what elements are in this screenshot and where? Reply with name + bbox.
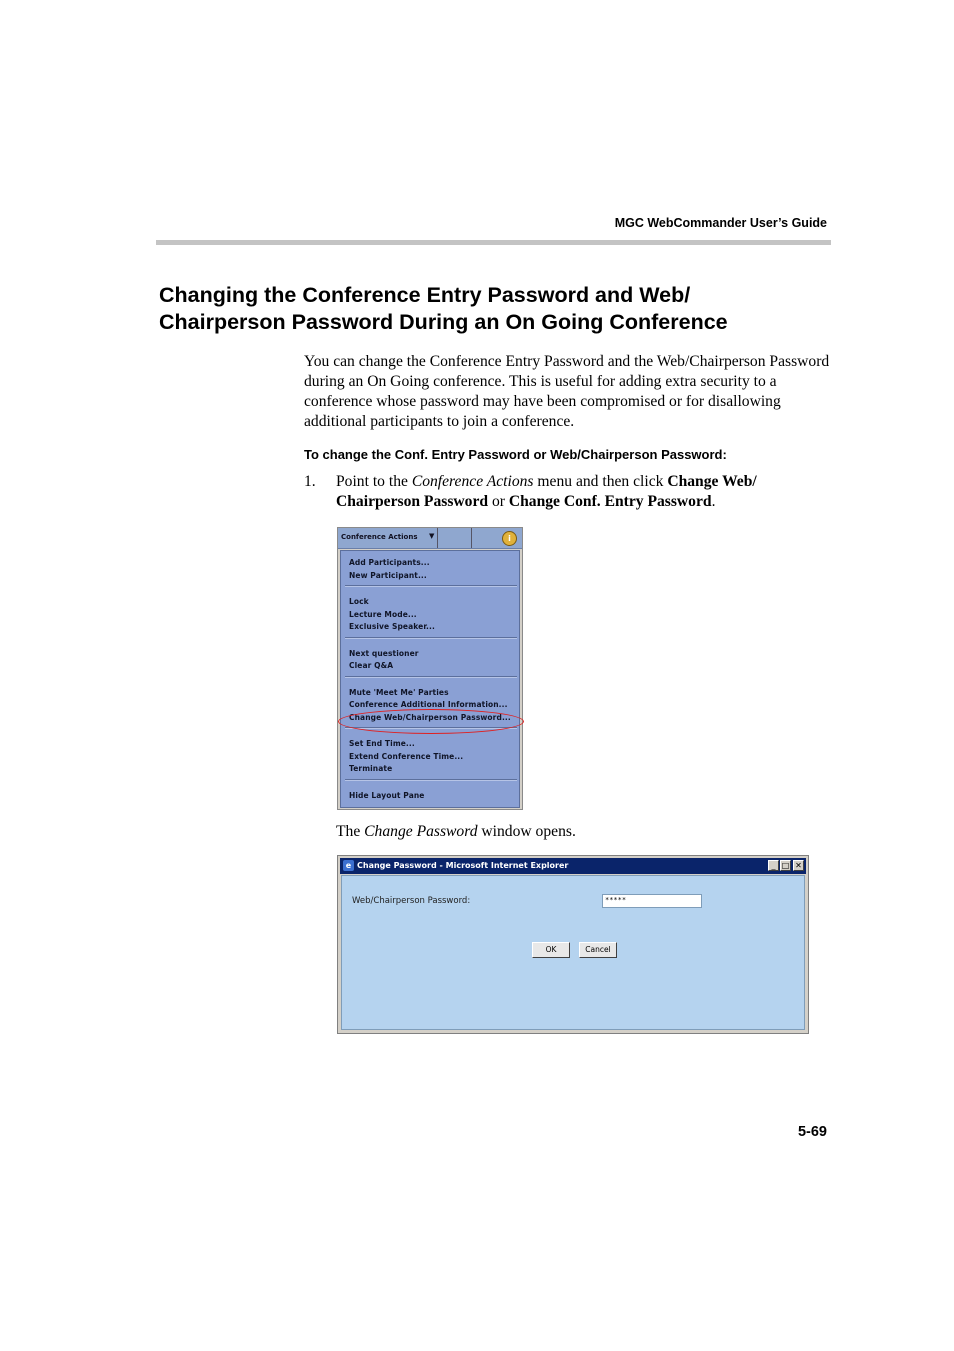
highlight-ellipse (338, 709, 524, 734)
menu-separator (345, 676, 517, 678)
window-name: Change Password (364, 823, 478, 840)
menu-bar-divider (437, 528, 438, 548)
password-field-label: Web/Chairperson Password: (352, 896, 471, 906)
menu-name: Conference Actions (411, 473, 534, 490)
ok-button[interactable]: OK (532, 942, 570, 958)
window-titlebar[interactable] (340, 858, 806, 874)
info-icon[interactable]: i (502, 531, 517, 546)
conference-actions-menu-button[interactable]: Conference Actions (341, 533, 418, 541)
menu-item[interactable]: Mute 'Meet Me' Parties (349, 687, 449, 697)
step-text-d: . (711, 493, 716, 510)
conference-actions-dropdown (340, 550, 520, 808)
header-rule (156, 240, 831, 245)
window-body (341, 875, 805, 1030)
procedure-heading: To change the Conf. Entry Password or Web/Chairperson Password: (304, 447, 727, 462)
running-header-title: MGC WebCommander User’s Guide (614, 216, 827, 230)
window-opens-text (336, 822, 576, 842)
menu-item[interactable]: Lecture Mode... (349, 609, 417, 619)
menu-bar (338, 528, 522, 549)
opens-text-b: window opens. (477, 823, 576, 840)
step-text-c: or (488, 493, 509, 510)
menu-item[interactable]: Change Web/Chairperson Password... (349, 712, 511, 722)
menu-item[interactable]: Next questioner (349, 648, 419, 658)
window-title: Change Password - Microsoft Internet Explorer (357, 861, 569, 870)
step-text-a: Point to the (336, 473, 412, 490)
menu-item[interactable]: Set End Time... (349, 739, 415, 748)
menu-item[interactable]: Clear Q&A (349, 661, 394, 670)
opens-text-a: The (336, 823, 365, 840)
menu-separator (345, 585, 517, 587)
menu-item[interactable]: Hide Layout Pane (349, 790, 425, 800)
menu-item[interactable]: Conference Additional Information... (349, 700, 508, 709)
intro-paragraph: You can change the Conference Entry Password and the Web/Chairperson Password during an On Going conference. This is useful for adding extra security to a conference whose password may have been compromised or for disallowing additional participants to join a conference. (304, 353, 830, 430)
page-number: 5-69 (797, 1124, 827, 1140)
section-title (159, 282, 839, 336)
chevron-down-icon[interactable]: ▼ (429, 532, 435, 540)
menu-item[interactable]: Lock (349, 597, 369, 606)
menu-separator (345, 779, 517, 781)
cancel-button[interactable]: Cancel (579, 942, 617, 958)
menu-item[interactable]: Exclusive Speaker... (349, 622, 435, 631)
close-icon[interactable]: ✕ (793, 860, 804, 871)
change-password-window (337, 855, 809, 1034)
maximize-icon[interactable]: □ (781, 861, 790, 870)
step-text (336, 472, 806, 512)
minimize-icon[interactable]: _ (768, 860, 779, 871)
menu-bar-divider (471, 528, 472, 548)
step-text-b: menu and then click (533, 473, 668, 490)
section-title-line1: Changing the Conference Entry Password and Web/ (159, 283, 691, 307)
password-input[interactable]: ***** (602, 894, 702, 908)
conference-actions-menu-screenshot (337, 527, 523, 810)
step-number: 1. (304, 473, 316, 490)
menu-item[interactable]: Add Participants... (349, 558, 430, 567)
internet-explorer-icon: e (343, 860, 354, 871)
menu-item[interactable]: Terminate (349, 764, 393, 773)
option-change-conf-entry: Change Conf. Entry Password (508, 493, 712, 510)
section-title-line2: Chairperson Password During an On Going Conference (159, 310, 728, 334)
option-change-web-chairperson: Change Web/ Chairperson Password (336, 473, 757, 510)
menu-separator (345, 637, 517, 639)
menu-item[interactable]: Extend Conference Time... (349, 751, 464, 761)
menu-item[interactable]: New Participant... (349, 570, 427, 580)
